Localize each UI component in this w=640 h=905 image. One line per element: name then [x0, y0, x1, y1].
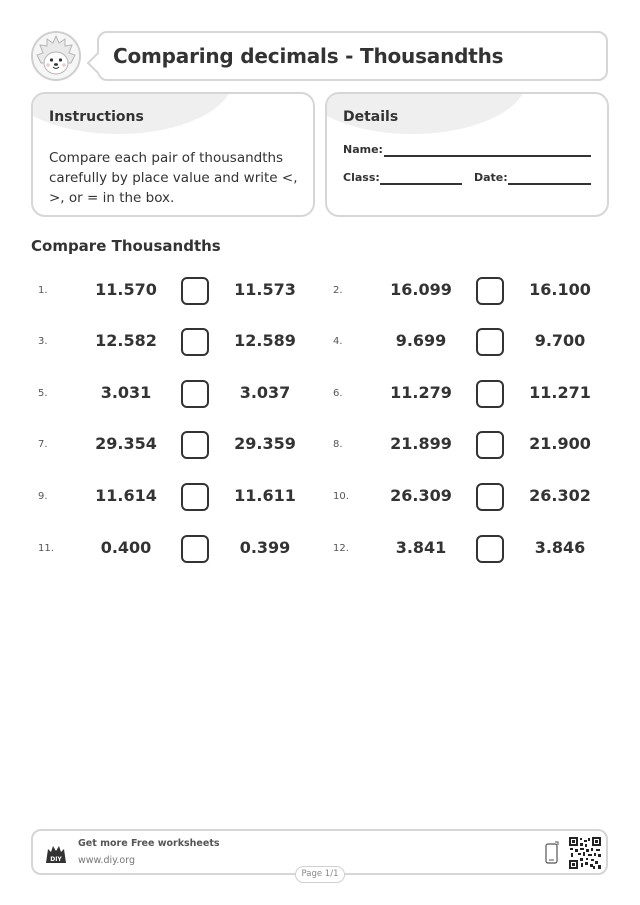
value-left: 12.582 [95, 331, 157, 350]
value-left: 0.400 [100, 538, 152, 557]
problem-item [333, 482, 613, 512]
title-banner [97, 31, 608, 81]
problem-item [38, 276, 318, 306]
answer-box[interactable] [181, 380, 209, 408]
problem-number: 6. [333, 388, 343, 399]
name-label: Name: [343, 143, 383, 156]
qr-code-icon[interactable] [569, 837, 601, 869]
answer-box[interactable] [476, 328, 504, 356]
value-right: 11.611 [234, 486, 296, 505]
date-field[interactable] [508, 183, 591, 185]
value-right: 3.037 [239, 383, 291, 402]
problem-number: 7. [38, 439, 48, 450]
mascot-avatar [31, 31, 81, 81]
value-left: 16.099 [390, 280, 452, 299]
footer-promo-text: Get more Free worksheets [78, 838, 220, 849]
problem-number: 1. [38, 285, 48, 296]
value-left: 29.354 [95, 434, 157, 453]
problem-item [333, 327, 613, 357]
footer-website-link[interactable]: www.diy.org [78, 855, 135, 866]
class-field[interactable] [380, 183, 462, 185]
value-right: 29.359 [234, 434, 296, 453]
answer-box[interactable] [181, 328, 209, 356]
answer-box[interactable] [476, 483, 504, 511]
problem-item [333, 534, 613, 564]
value-left: 11.614 [95, 486, 157, 505]
answer-box[interactable] [476, 535, 504, 563]
value-left: 26.309 [390, 486, 452, 505]
value-left: 11.570 [95, 280, 157, 299]
value-right: 11.573 [234, 280, 296, 299]
page-title: Comparing decimals - Thousandths [113, 44, 504, 68]
value-left: 3.841 [395, 538, 447, 557]
answer-box[interactable] [476, 277, 504, 305]
answer-box[interactable] [181, 483, 209, 511]
answer-box[interactable] [181, 277, 209, 305]
class-label: Class: [343, 171, 380, 184]
instructions-heading: Instructions [49, 109, 144, 125]
answer-box[interactable] [181, 535, 209, 563]
problem-item [333, 276, 613, 306]
problem-number: 3. [38, 336, 48, 347]
instructions-card [31, 92, 315, 217]
problem-number: 2. [333, 285, 343, 296]
hedgehog-mascot-icon [33, 33, 79, 79]
value-left: 11.279 [390, 383, 452, 402]
problem-number: 11. [38, 543, 54, 554]
value-right: 21.900 [529, 434, 591, 453]
section-title: Compare Thousandths [31, 237, 221, 255]
value-right: 9.700 [534, 331, 586, 350]
page-indicator: Page 1/1 [295, 866, 345, 883]
value-right: 16.100 [529, 280, 591, 299]
problem-item [38, 534, 318, 564]
problem-item [38, 379, 318, 409]
problem-number: 4. [333, 336, 343, 347]
instructions-text: Compare each pair of thousandths carefully by place value and write <, >, or = in the box. [49, 150, 298, 206]
problem-item [333, 430, 613, 460]
problem-number: 5. [38, 388, 48, 399]
date-label: Date: [474, 171, 508, 184]
answer-box[interactable] [181, 431, 209, 459]
problem-number: 8. [333, 439, 343, 450]
value-right: 0.399 [239, 538, 291, 557]
diy-logo-icon [44, 843, 68, 865]
value-left: 9.699 [395, 331, 447, 350]
problem-item [38, 430, 318, 460]
problem-item [38, 482, 318, 512]
problem-number: 9. [38, 491, 48, 502]
answer-box[interactable] [476, 431, 504, 459]
problem-number: 12. [333, 543, 349, 554]
problem-number: 10. [333, 491, 349, 502]
value-left: 3.031 [100, 383, 152, 402]
value-right: 26.302 [529, 486, 591, 505]
value-right: 12.589 [234, 331, 296, 350]
logo-text: DIY [50, 856, 62, 863]
problem-item [333, 379, 613, 409]
value-left: 21.899 [390, 434, 452, 453]
value-right: 11.271 [529, 383, 591, 402]
problem-item [38, 327, 318, 357]
value-right: 3.846 [534, 538, 586, 557]
details-card [325, 92, 609, 217]
answer-box[interactable] [476, 380, 504, 408]
name-field[interactable] [384, 155, 591, 157]
phone-icon [545, 841, 559, 865]
details-heading: Details [343, 109, 399, 125]
